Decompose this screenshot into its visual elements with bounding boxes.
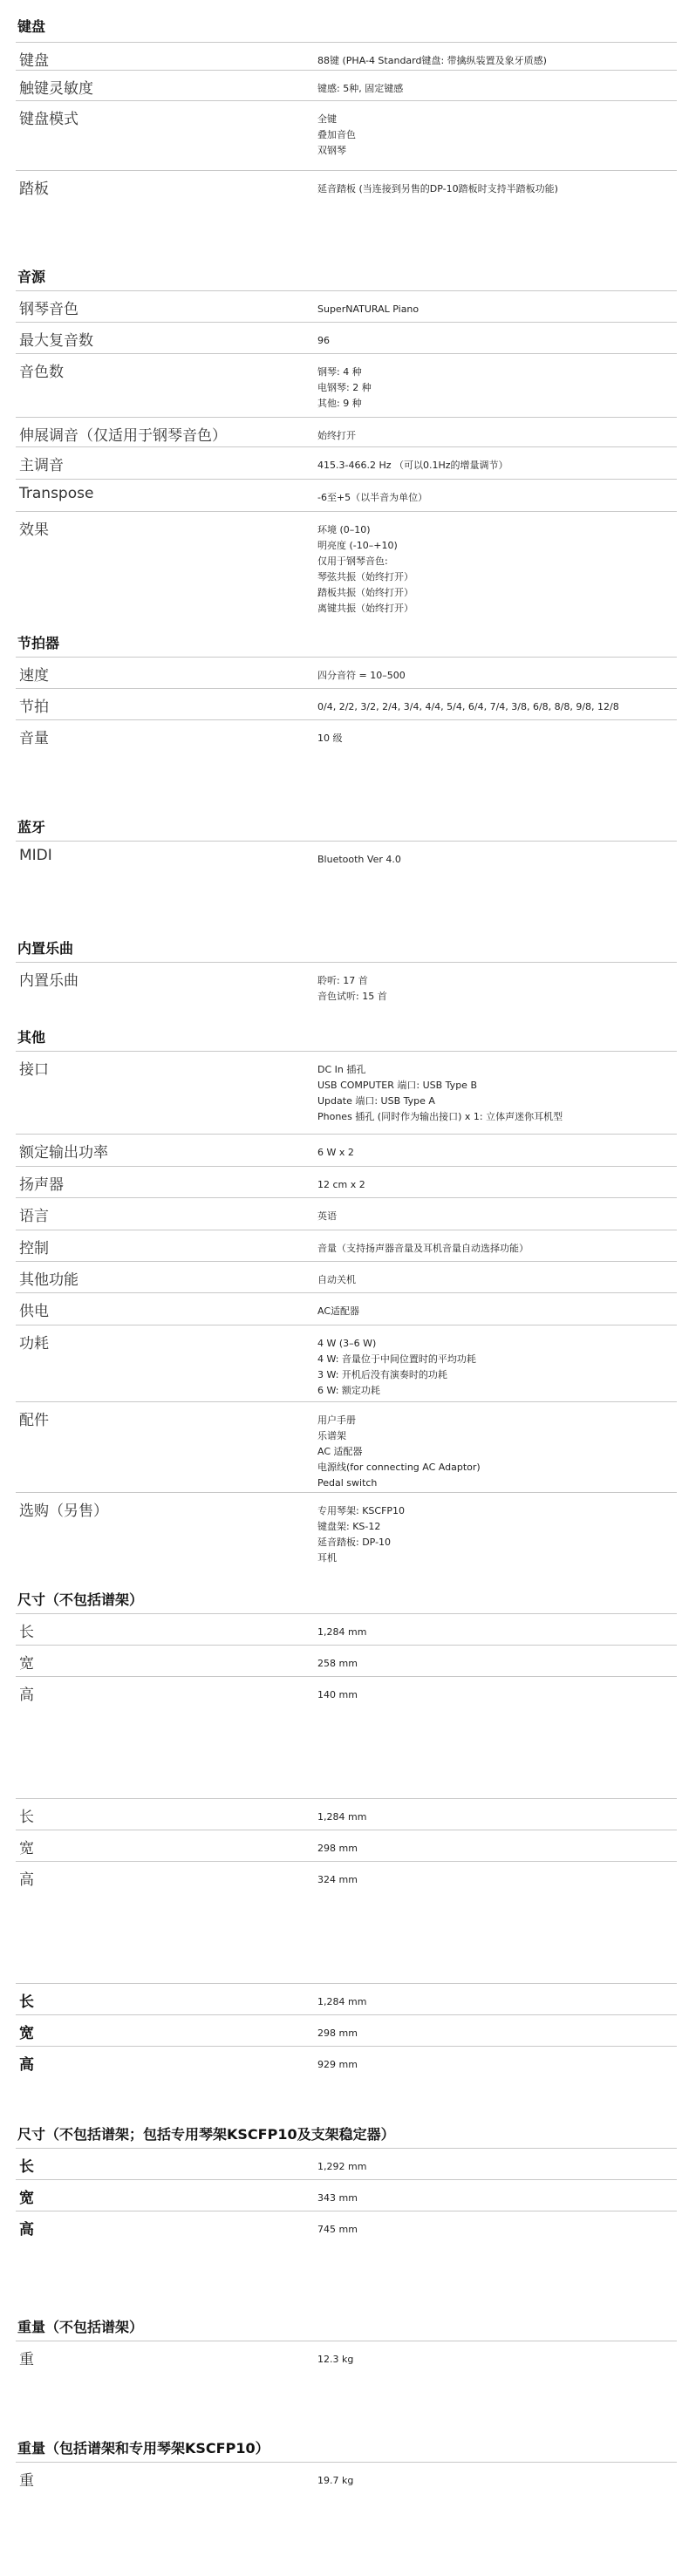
spec-label: 音量: [19, 730, 49, 747]
spec-row: [16, 1983, 677, 2014]
spec-value-line: 其他: 9 种: [317, 398, 362, 409]
spec-value: [317, 1062, 563, 1125]
spec-row: [16, 479, 677, 511]
spec-row: [16, 688, 677, 719]
spec-row: [16, 2014, 677, 2046]
spec-value-line: 4 W (3–6 W): [317, 1338, 377, 1349]
spec-value-line: 298 mm: [317, 1843, 358, 1854]
spec-value-line: 415.3-466.2 Hz （可以0.1Hz的增量调节）: [317, 460, 508, 471]
spec-label: 触键灵敏度: [19, 80, 93, 98]
spec-row: [16, 1613, 677, 1645]
spec-label: 重: [19, 2351, 34, 2368]
spec-value: [317, 1145, 354, 1161]
spec-value: [317, 112, 356, 159]
spec-value: [317, 1503, 405, 1566]
spec-value-line: DC In 插孔: [317, 1064, 366, 1075]
spec-value: [317, 490, 427, 506]
spec-row: [16, 446, 677, 479]
spec-label: 高: [19, 2056, 34, 2074]
spec-value-line: 298 mm: [317, 2027, 358, 2039]
spec-label: 主调音: [19, 457, 64, 474]
spec-value-line: 6 W: 额定功耗: [317, 1385, 380, 1396]
spec-value-line: 音量（支持扬声器音量及耳机音量自动选择功能）: [317, 1243, 529, 1254]
spec-value-line: 始终打开: [317, 430, 356, 441]
spec-value-line: 叠加音色: [317, 129, 356, 140]
spec-row: [16, 2462, 677, 2497]
spec-row: [16, 2046, 677, 2077]
spec-label: 键盘模式: [19, 111, 78, 128]
spec-value-line: 1,284 mm: [317, 1811, 367, 1823]
spec-value: [317, 1687, 358, 1703]
spec-value-line: 140 mm: [317, 1689, 358, 1700]
spec-label: Transpose: [19, 485, 94, 502]
spec-value-line: 1,284 mm: [317, 1996, 367, 2007]
spec-value-line: 3 W: 开机后没有演奏时的功耗: [317, 1369, 447, 1380]
section-title: 键盘: [17, 18, 46, 35]
spec-value-line: 324 mm: [317, 1874, 358, 1885]
spec-label: 语言: [19, 1208, 49, 1225]
spec-value-line: Pedal switch: [317, 1477, 378, 1489]
spec-label: 选购（另售）: [19, 1503, 108, 1520]
spec-value-line: 1,284 mm: [317, 1626, 367, 1638]
section-title: 重量（不包括谱架）: [17, 2319, 144, 2335]
spec-value: [317, 973, 387, 1005]
section-title: 内置乐曲: [17, 940, 74, 957]
spec-label: 功耗: [19, 1335, 49, 1353]
spec-value-line: 聆听: 17 首: [317, 975, 368, 986]
spec-value-line: 4 W: 音量位于中间位置时的平均功耗: [317, 1353, 476, 1365]
spec-row: [16, 2179, 677, 2211]
spec-row: [16, 1830, 677, 1861]
spec-value: [317, 2191, 358, 2206]
spec-label: 速度: [19, 667, 49, 685]
spec-value-line: 12.3 kg: [317, 2354, 354, 2365]
spec-row: [16, 1292, 677, 1325]
spec-value-line: 电钢琴: 2 种: [317, 382, 372, 393]
spec-label: 最大复音数: [19, 332, 93, 350]
spec-label: 高: [19, 2221, 34, 2239]
spec-value-line: Update 端口: USB Type A: [317, 1095, 435, 1107]
spec-row: [16, 322, 677, 353]
spec-value: [317, 1177, 365, 1193]
spec-value: [317, 1304, 359, 1319]
spec-value: [317, 428, 356, 444]
section-title: 节拍器: [17, 635, 60, 651]
spec-label: 扬声器: [19, 1176, 64, 1194]
spec-label: 宽: [19, 1655, 34, 1673]
spec-row: [16, 1861, 677, 1892]
spec-value: [317, 2222, 358, 2238]
spec-value-line: 88键 (PHA-4 Standard键盘: 带擒纵装置及象牙质感): [317, 55, 547, 66]
spec-value-line: 929 mm: [317, 2059, 358, 2070]
spec-value-line: 12 cm x 2: [317, 1179, 365, 1190]
spec-value-line: 全键: [317, 113, 337, 125]
spec-value: [317, 1336, 476, 1399]
spec-row: [16, 2341, 677, 2372]
spec-value: [317, 458, 508, 474]
spec-value: [317, 1841, 358, 1857]
spec-value-line: 10 级: [317, 733, 343, 744]
spec-row: [16, 511, 677, 618]
spec-value-line: 仅用于钢琴音色:: [317, 555, 388, 567]
spec-value: [317, 1209, 337, 1224]
spec-value-line: 环境 (0–10): [317, 524, 371, 535]
spec-row: [16, 290, 677, 322]
section-title: 蓝牙: [17, 819, 46, 835]
spec-value-line: 343 mm: [317, 2192, 358, 2204]
spec-value-line: 耳机: [317, 1552, 337, 1564]
spec-row: [16, 1676, 677, 1707]
spec-row: [16, 2148, 677, 2179]
spec-row: [16, 719, 677, 761]
spec-row: [16, 1798, 677, 1830]
spec-value-line: 钢琴: 4 种: [317, 366, 362, 378]
spec-value-line: SuperNATURAL Piano: [317, 303, 420, 315]
spec-row: [16, 1197, 677, 1230]
spec-value-line: 用户手册: [317, 1414, 356, 1426]
spec-value-line: 745 mm: [317, 2224, 358, 2235]
spec-value: [317, 181, 558, 197]
spec-value: [317, 365, 372, 412]
spec-value-line: 电源线(for connecting AC Adaptor): [317, 1462, 481, 1473]
spec-value: [317, 81, 403, 97]
spec-label: 钢琴音色: [19, 301, 78, 318]
spec-label: 额定输出功率: [19, 1144, 108, 1162]
spec-value-line: 双钢琴: [317, 145, 346, 156]
spec-value: [317, 1994, 366, 2010]
spec-row: [16, 962, 677, 1012]
spec-label: 供电: [19, 1303, 49, 1320]
spec-value-line: 离键共振（始终打开）: [317, 603, 413, 614]
spec-value-line: 1,292 mm: [317, 2161, 367, 2172]
spec-label: 高: [19, 1687, 34, 1704]
spec-value: [317, 1272, 356, 1288]
spec-label: 配件: [19, 1412, 49, 1429]
spec-label: 内置乐曲: [19, 972, 78, 990]
spec-label: 效果: [19, 521, 49, 539]
spec-value-line: 258 mm: [317, 1658, 358, 1669]
spec-row: [16, 170, 677, 205]
spec-value: [317, 1413, 481, 1491]
spec-value: [317, 852, 401, 868]
spec-label: 长: [19, 1624, 34, 1641]
spec-label: 宽: [19, 1840, 34, 1857]
spec-label: 伸展调音（仅适用于钢琴音色）: [19, 427, 227, 445]
section-title: 音源: [17, 269, 46, 285]
spec-row: [16, 1166, 677, 1197]
spec-label: 长: [19, 1809, 34, 1826]
spec-label: 宽: [19, 2190, 34, 2207]
spec-value-line: 延音踏板 (当连接到另售的DP-10踏板时支持半踏板功能): [317, 183, 558, 194]
spec-value-line: 键盘架: KS-12: [317, 1521, 381, 1532]
section-title: 尺寸（不包括谱架）: [17, 1591, 144, 1608]
spec-value-line: 四分音符 = 10–500: [317, 670, 406, 681]
spec-value: [317, 2352, 353, 2368]
spec-value: [317, 333, 330, 349]
spec-value-line: -6至+5（以半音为单位）: [317, 492, 428, 503]
spec-value: [317, 1872, 358, 1888]
spec-value-line: Phones 插孔 (同时作为输出接口) x 1: 立体声迷你耳机型: [317, 1111, 563, 1122]
spec-label: 节拍: [19, 699, 49, 716]
spec-label: 键盘: [19, 52, 49, 70]
spec-value-line: USB COMPUTER 端口: USB Type B: [317, 1080, 477, 1091]
spec-value: [317, 731, 343, 746]
spec-value-line: 6 W x 2: [317, 1147, 354, 1158]
spec-value-line: 琴弦共振（始终打开）: [317, 571, 413, 583]
spec-value-line: Bluetooth Ver 4.0: [317, 854, 401, 865]
spec-row: [16, 70, 677, 100]
section-title: 重量（包括谱架和专用琴架KSCFP10）: [17, 2440, 269, 2457]
spec-value-line: 键感: 5种, 固定键感: [317, 83, 404, 94]
spec-label: 高: [19, 1871, 34, 1889]
spec-row: [16, 1325, 677, 1401]
spec-row: [16, 417, 677, 446]
spec-label: 重: [19, 2472, 34, 2490]
spec-row: [16, 841, 677, 872]
spec-row: [16, 42, 677, 70]
spec-value: [317, 2057, 358, 2073]
spec-label: 其他功能: [19, 1271, 78, 1289]
spec-value: [317, 2473, 353, 2489]
spec-row: [16, 1261, 677, 1292]
spec-value-line: AC 适配器: [317, 1446, 363, 1457]
spec-value: [317, 699, 619, 715]
spec-value: [317, 1241, 529, 1257]
spec-value: [317, 53, 547, 69]
spec-value: [317, 668, 406, 684]
spec-value-line: 0/4, 2/2, 3/2, 2/4, 3/4, 4/4, 5/4, 6/4, 7/4, 3/8, 6/8, 8/8, 9/8, 12/8: [317, 701, 619, 712]
spec-value-line: 明亮度 (-10–+10): [317, 540, 398, 551]
spec-value: [317, 1809, 366, 1825]
spec-value-line: 19.7 kg: [317, 2475, 354, 2486]
spec-value-line: 96: [317, 335, 330, 346]
spec-value-line: 乐谱架: [317, 1430, 346, 1441]
spec-label: 宽: [19, 2025, 34, 2042]
spec-row: [16, 100, 677, 170]
spec-label: 长: [19, 2158, 34, 2176]
spec-label: 接口: [19, 1061, 49, 1079]
spec-row: [16, 657, 677, 688]
spec-value: [317, 522, 413, 617]
spec-label: 长: [19, 1993, 34, 2011]
section-title: 其他: [17, 1029, 46, 1046]
spec-label: 踏板: [19, 181, 49, 198]
spec-value-line: 自动关机: [317, 1274, 356, 1285]
spec-label: 音色数: [19, 364, 64, 381]
spec-row: [16, 1401, 677, 1492]
spec-row: [16, 1645, 677, 1676]
spec-row: [16, 2211, 677, 2245]
spec-value-line: 踏板共振（始终打开）: [317, 587, 413, 598]
spec-value-line: 专用琴架: KSCFP10: [317, 1505, 406, 1516]
spec-row: [16, 1134, 677, 1166]
spec-value: [317, 2159, 366, 2175]
spec-value-line: 英语: [317, 1210, 337, 1222]
spec-value-line: 延音踏板: DP-10: [317, 1537, 392, 1548]
spec-value: [317, 1656, 358, 1672]
spec-row: [16, 353, 677, 417]
spec-value: [317, 1625, 366, 1640]
spec-row: [16, 1230, 677, 1261]
section-title: 尺寸（不包括谱架；包括专用琴架KSCFP10及支架稳定器）: [17, 2126, 395, 2143]
spec-value-line: AC适配器: [317, 1305, 360, 1317]
spec-row: [16, 1492, 677, 1584]
spec-value: [317, 302, 419, 317]
spec-row: [16, 1051, 677, 1134]
spec-value: [317, 2026, 358, 2041]
spec-value-line: 音色试听: 15 首: [317, 991, 387, 1002]
spec-label: 控制: [19, 1240, 49, 1257]
spec-label: MIDI: [19, 847, 52, 864]
